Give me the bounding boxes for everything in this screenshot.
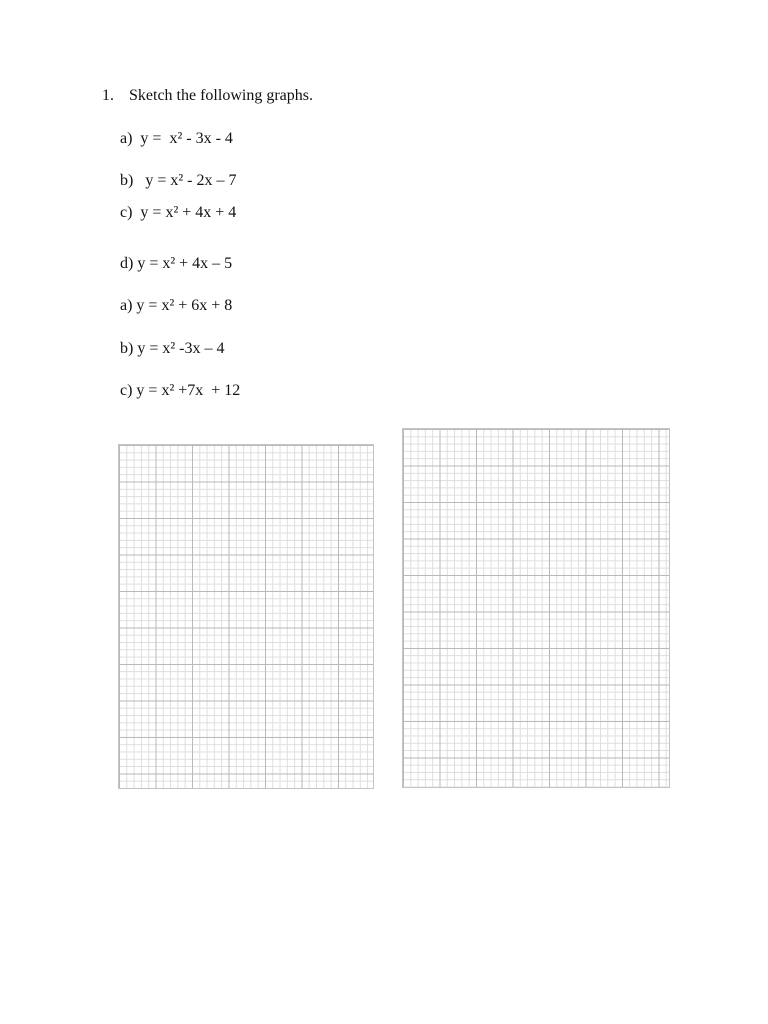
equation-b-1: b) y = x² - 2x – 7 — [120, 172, 237, 189]
equation-c-1: c) y = x² + 4x + 4 — [120, 204, 237, 221]
equation-a-2: a) y = x² + 6x + 8 — [120, 297, 233, 314]
equation-a-1: a) y = x² - 3x - 4 — [120, 130, 233, 147]
equation-c-2: c) y = x² +7x + 12 — [120, 382, 241, 399]
question-heading — [102, 87, 313, 105]
equation-b-2: b) y = x² -3x – 4 — [120, 340, 225, 357]
equation-d-1: d) y = x² + 4x – 5 — [120, 255, 233, 272]
graph-paper-left — [118, 444, 374, 789]
graph-paper-right — [402, 428, 670, 788]
question-instruction: Sketch the following graphs. — [129, 87, 313, 104]
question-number: 1. — [102, 87, 114, 104]
